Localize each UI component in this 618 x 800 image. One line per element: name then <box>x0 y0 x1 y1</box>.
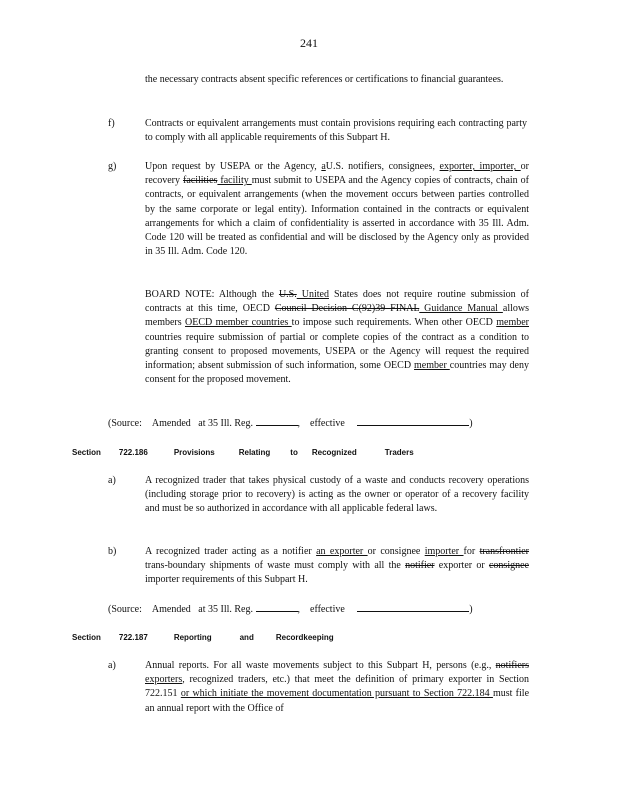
inserted-text: Guidance Manual <box>419 303 503 315</box>
section-word: Section <box>72 633 101 642</box>
text-segment: to impose such requirements. When other OECD <box>291 317 497 329</box>
paragraph-continuation: the necessary contracts absent specific references or certifications to financial guarantees. <box>145 74 504 85</box>
register-blank <box>256 602 298 612</box>
source-effective: effective <box>310 604 345 615</box>
deleted-text: transfrontier <box>479 546 529 557</box>
inserted-text: a <box>321 161 326 172</box>
item-label-a: a) <box>108 475 116 486</box>
section-title-word: and <box>239 633 254 642</box>
text-segment: A recognized trader acting as a notifier <box>145 546 317 557</box>
item-label-g: g) <box>108 161 117 172</box>
section-word: Section <box>72 448 101 457</box>
text-segment: countries require submission of partial or complete copies of the contract as a condition to granting consent to proposed movements, USEPA or the Agency will request the required information; absent submission of such information, some OECD <box>145 331 529 372</box>
inserted-text: an exporter <box>316 546 368 557</box>
inserted-text: OECD member countries <box>185 317 292 329</box>
paragraph-b-186 <box>145 545 529 588</box>
deleted-text: notifier <box>405 560 435 572</box>
register-blank <box>256 416 298 426</box>
source-action: Amended <box>151 604 191 615</box>
effective-date-blank <box>357 602 469 612</box>
section-heading <box>72 447 414 459</box>
source-comma: , <box>297 418 300 429</box>
text-segment: U.S. notifiers, consignees, <box>325 161 440 172</box>
source-effective: effective <box>310 418 345 429</box>
text-segment: or consignee <box>367 546 425 557</box>
section-title-word: Recognized <box>311 448 357 457</box>
text-segment: importer requirements of this Subpart H. <box>145 574 308 586</box>
source-label: (Source: <box>108 604 142 615</box>
paragraph-g <box>145 160 529 259</box>
text-segment: or recovery <box>145 161 530 187</box>
paragraph-a-187 <box>145 659 529 716</box>
section-title-word: Relating <box>238 448 271 457</box>
text-segment: countries may deny consent for the proposed movement. <box>145 360 530 386</box>
section-title-word: Reporting <box>173 633 212 642</box>
deleted-text: U.S. <box>278 289 297 300</box>
inserted-text: member <box>414 360 450 372</box>
source-label: (Source: <box>108 418 142 429</box>
section-number: 722.186 <box>118 448 148 457</box>
source-reg: at 35 Ill. Reg. <box>198 418 253 429</box>
text-segment: allows members <box>145 303 529 329</box>
item-label-a: a) <box>108 660 116 671</box>
section-title-word: to <box>290 448 298 457</box>
source-line <box>108 602 473 617</box>
text-segment: States does not require routine submission of contracts at this time, OECD <box>145 289 530 315</box>
source-line <box>108 416 473 431</box>
item-label-f: f) <box>108 118 115 129</box>
text-segment: trans-boundary shipments of waste must comply with all the <box>145 560 406 572</box>
section-number: 722.187 <box>118 633 148 642</box>
text-segment: , recognized traders, etc.) that meet the definition of primary exporter in Section 722.151 <box>145 674 529 700</box>
source-reg: at 35 Ill. Reg. <box>198 604 253 615</box>
paragraph-f: Contracts or equivalent arrangements must contain provisions requiring each contracting party to comply with all applicable requirements of this Subpart H. <box>145 118 527 144</box>
source-close: ) <box>469 604 473 615</box>
deleted-text: notifiers <box>495 660 529 671</box>
paragraph-a-186: A recognized trader that takes physical custody of a waste and conducts recovery operations (including storage prior to recovery) is acting as the owner or operator of a recovery facility and must be so authorized in accordance with all applicable federal laws. <box>145 475 529 515</box>
source-action: Amended <box>151 418 191 429</box>
deleted-text: Council Decision C(92)39 FINAL <box>274 303 420 315</box>
page-number: 241 <box>300 36 318 50</box>
board-note <box>145 288 529 387</box>
deleted-text: facilities <box>182 175 218 187</box>
text-segment: Upon request by USEPA or the Agency, <box>145 161 322 172</box>
source-comma: , <box>297 604 300 615</box>
effective-date-blank <box>357 416 469 426</box>
text-segment: for <box>463 546 480 557</box>
item-label-b: b) <box>108 546 117 557</box>
text-segment: must submit to USEPA and the Agency copies of contracts, chain of contracts, or equivalent arrangements (when the movement occurs between parties controlled by the same corporate or legal entity). Information contained in the contracts or equivalent arrangements for which a claim of confidentiality is asserted in accordance with 35 Ill. Adm. Code 120 will be treated as confidential and will be disclosed by the Agency only as provided in 35 Ill. Adm. Code 120. <box>145 175 529 258</box>
inserted-text: exporter, importer, <box>439 161 521 172</box>
text-segment: BOARD NOTE: Although the <box>145 289 279 300</box>
inserted-text: United <box>296 289 329 300</box>
inserted-text: member <box>496 317 529 329</box>
section-title-word: Traders <box>384 448 414 457</box>
text-segment: Annual reports. For all waste movements subject to this Subpart H, persons (e.g., <box>145 660 496 671</box>
inserted-text: importer <box>424 546 464 557</box>
section-title-word: Recordkeeping <box>275 633 334 642</box>
deleted-text: consignee <box>488 560 529 572</box>
section-title-word: Provisions <box>173 448 215 457</box>
text-segment: must file an annual report with the Office of <box>145 688 530 714</box>
inserted-text: exporters <box>145 674 183 686</box>
section-heading <box>72 632 334 644</box>
text-segment: exporter or <box>434 560 489 572</box>
source-close: ) <box>469 418 473 429</box>
inserted-text: or which initiate the movement documentation pursuant to Section 722.184 <box>180 688 493 700</box>
inserted-text: facility <box>217 175 252 187</box>
